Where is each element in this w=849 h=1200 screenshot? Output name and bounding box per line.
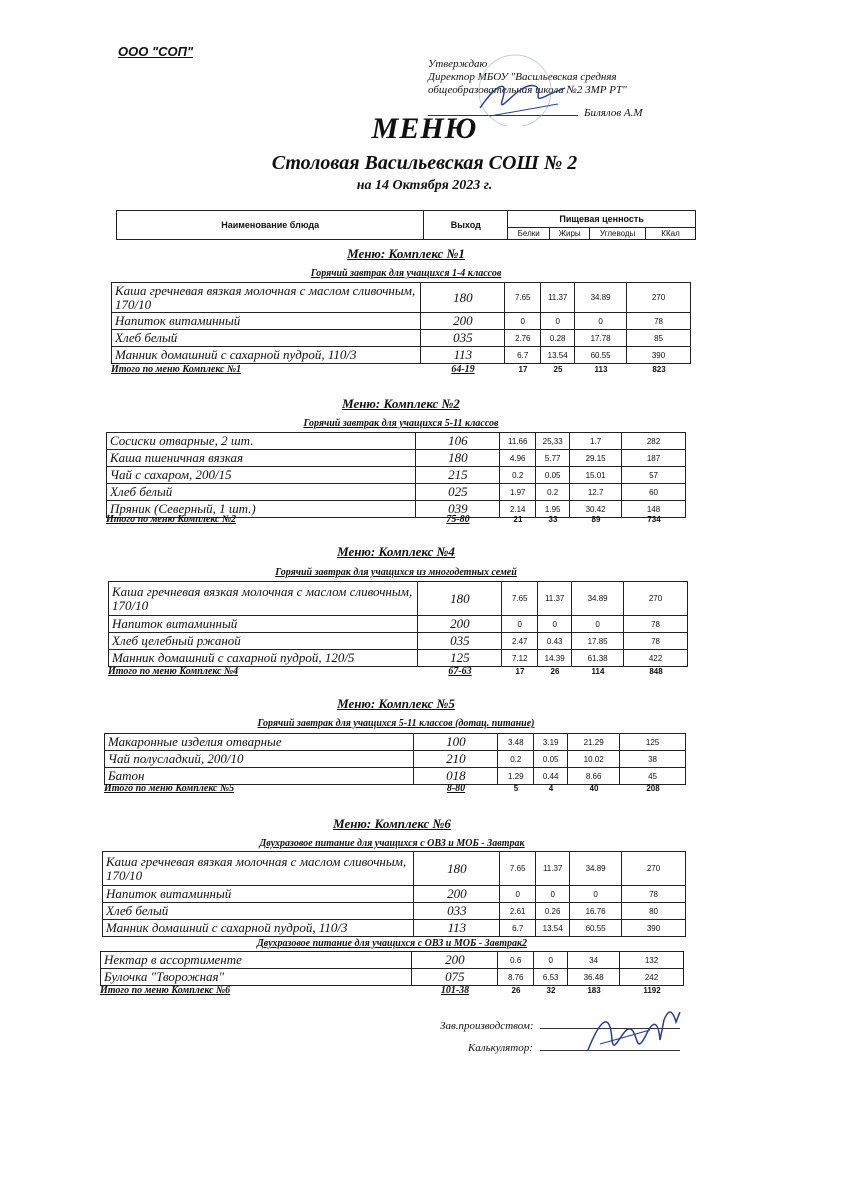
column-header-table	[116, 210, 696, 240]
dish-kcal: 45	[620, 768, 686, 785]
dish-protein: 1.29	[498, 768, 534, 785]
section-title: Меню: Комплекс №6	[333, 816, 451, 831]
approval-line-1: Утверждаю	[428, 58, 488, 70]
dish-name: Каша гречневая вязкая молочная с маслом сливочным, 170/10	[112, 283, 421, 313]
dish-fat: 1.95	[536, 501, 570, 518]
section-title: Меню: Комплекс №1	[347, 246, 465, 261]
table-row	[105, 768, 686, 785]
dish-portion: 200	[414, 886, 500, 903]
dish-portion: 100	[414, 734, 498, 751]
dish-fat: 0.28	[541, 330, 575, 347]
dish-carbs: 21.29	[568, 734, 620, 751]
total-label: Итого по меню Комплекс №1	[111, 364, 242, 375]
section-subtitle: Горячий завтрак для учащихся 5-11 классов	[303, 418, 499, 429]
dish-protein: 8.76	[498, 969, 534, 986]
dish-name: Пряник (Северный, 1 шт.)	[107, 501, 416, 518]
dish-portion: 180	[416, 450, 500, 467]
table-row	[107, 467, 686, 484]
dish-carbs: 30.42	[570, 501, 622, 518]
menu-table	[111, 282, 691, 364]
total-row	[106, 514, 686, 525]
dish-fat: 5.77	[536, 450, 570, 467]
dish-kcal: 148	[622, 501, 686, 518]
dish-name: Батон	[105, 768, 414, 785]
section-title: Меню: Комплекс №5	[337, 696, 455, 711]
dish-portion: 035	[418, 633, 502, 650]
dish-fat: 13.54	[536, 920, 570, 937]
dish-fat: 25,33	[536, 433, 570, 450]
dish-portion: 113	[414, 920, 500, 937]
total-label: Итого по меню Комплекс №5	[104, 783, 235, 794]
header-fat: Жиры	[550, 228, 590, 240]
dish-fat: 0.44	[534, 768, 568, 785]
table-row	[107, 450, 686, 467]
menu-table	[102, 851, 686, 937]
total-kcal: 1192	[643, 986, 661, 995]
section-subtitle: Горячий завтрак для учащихся 1-4 классов	[310, 268, 502, 279]
dish-portion: 180	[421, 283, 505, 313]
dish-protein: 2.76	[505, 330, 541, 347]
dish-kcal: 78	[624, 616, 688, 633]
dish-fat: 11.37	[538, 582, 572, 616]
dish-name: Чай полусладкий, 200/10	[105, 751, 414, 768]
total-portion: 101-38	[440, 985, 470, 996]
dish-kcal: 38	[620, 751, 686, 768]
dish-carbs: 0	[572, 616, 624, 633]
dish-carbs: 15.01	[570, 467, 622, 484]
dish-kcal: 57	[622, 467, 686, 484]
dish-protein: 7.12	[502, 650, 538, 667]
dish-protein: 2.61	[500, 903, 536, 920]
total-row	[100, 985, 684, 996]
header-kcal: ККал	[646, 228, 696, 240]
dish-portion: 039	[416, 501, 500, 518]
dish-name: Каша гречневая вязкая молочная с маслом сливочным, 170/10	[109, 582, 418, 616]
dish-kcal: 390	[627, 347, 691, 364]
table-row	[103, 903, 686, 920]
total-label: Итого по меню Комплекс №6	[100, 985, 231, 996]
dish-name: Манник домашний с сахарной пудрой, 110/3	[103, 920, 414, 937]
section-title: Меню: Комплекс №2	[342, 396, 460, 411]
section-subtitle: Горячий завтрак для учащихся 5-11 классов (дотац. питание)	[257, 718, 535, 729]
menu-table	[106, 432, 686, 518]
dish-carbs: 12.7	[570, 484, 622, 501]
dish-kcal: 125	[620, 734, 686, 751]
dish-protein: 0	[505, 313, 541, 330]
total-label: Итого по меню Комплекс №4	[108, 666, 239, 677]
dish-name: Сосиски отварные, 2 шт.	[107, 433, 416, 450]
dish-protein: 1.97	[500, 484, 536, 501]
dish-protein: 7.65	[500, 852, 536, 886]
section-title: Меню: Комплекс №4	[337, 544, 455, 559]
total-carbs: 89	[591, 515, 601, 524]
dish-protein: 7.65	[502, 582, 538, 616]
dish-fat: 0.05	[534, 751, 568, 768]
header-nutrition: Пищевая ценность	[508, 211, 696, 228]
dish-name: Манник домашний с сахарной пудрой, 120/5	[109, 650, 418, 667]
dish-name: Каша гречневая вязкая молочная с маслом сливочным, 170/10	[103, 852, 414, 886]
dish-fat: 0.05	[536, 467, 570, 484]
dish-protein: 6.7	[505, 347, 541, 364]
dish-portion: 200	[421, 313, 505, 330]
dish-name: Хлеб целебный ржаной	[109, 633, 418, 650]
dish-protein: 0.2	[500, 467, 536, 484]
dish-protein: 6.7	[500, 920, 536, 937]
dish-fat: 11.37	[541, 283, 575, 313]
dish-kcal: 132	[620, 952, 684, 969]
dish-name: Макаронные изделия отварные	[105, 734, 414, 751]
dish-protein: 0	[500, 886, 536, 903]
dish-name: Булочка "Творожная"	[101, 969, 412, 986]
table-row	[109, 582, 688, 616]
total-fat: 4	[548, 784, 554, 793]
total-fat: 33	[548, 515, 558, 524]
table-row	[105, 734, 686, 751]
header-protein: Белки	[508, 228, 550, 240]
dish-kcal: 78	[624, 633, 688, 650]
dish-portion: 180	[418, 582, 502, 616]
dish-kcal: 270	[622, 852, 686, 886]
table-row	[112, 283, 691, 313]
dish-fat: 0	[538, 616, 572, 633]
dish-portion: 215	[416, 467, 500, 484]
dish-kcal: 187	[622, 450, 686, 467]
dish-protein: 0.6	[498, 952, 534, 969]
dish-protein: 0	[502, 616, 538, 633]
total-protein: 5	[513, 784, 519, 793]
approval-line-2: Директор МБОУ "Васильевская средняя	[428, 71, 617, 83]
total-protein: 26	[511, 986, 521, 995]
header-carbs: Углеводы	[590, 228, 646, 240]
dish-kcal: 270	[624, 582, 688, 616]
dish-portion: 125	[418, 650, 502, 667]
dish-carbs: 0	[575, 313, 627, 330]
dish-fat: 13.54	[541, 347, 575, 364]
dish-name: Напиток витаминный	[112, 313, 421, 330]
dish-name: Манник домашний с сахарной пудрой, 110/3	[112, 347, 421, 364]
table-row	[101, 969, 684, 986]
table-row	[107, 484, 686, 501]
menu-table	[104, 733, 686, 785]
dish-kcal: 80	[622, 903, 686, 920]
dish-kcal: 270	[627, 283, 691, 313]
dish-protein: 4.96	[500, 450, 536, 467]
dish-carbs: 34	[568, 952, 620, 969]
section-subtitle: Горячий завтрак для учащихся из многодетных семей	[275, 567, 517, 578]
table-row	[101, 952, 684, 969]
table-row	[109, 616, 688, 633]
total-fat: 32	[546, 986, 556, 995]
dish-name: Чай с сахаром, 200/15	[107, 467, 416, 484]
total-row	[108, 666, 688, 677]
manager-signature	[580, 1000, 690, 1070]
section-subtitle: Двухразовое питание для учащихся с ОВЗ и МОБ - Завтрак	[259, 838, 525, 849]
table-row	[112, 347, 691, 364]
total-kcal: 734	[647, 515, 661, 524]
approval-signer: Билялов А.М	[584, 107, 643, 119]
total-carbs: 114	[591, 667, 605, 676]
dish-carbs: 34.89	[570, 852, 622, 886]
dish-carbs: 60.55	[570, 920, 622, 937]
total-portion: 75-80	[446, 514, 470, 525]
page-subtitle: Столовая Васильевская СОШ № 2	[271, 152, 578, 174]
table-row	[103, 920, 686, 937]
total-protein: 21	[513, 515, 523, 524]
dish-protein: 0.2	[498, 751, 534, 768]
dish-fat: 0	[534, 952, 568, 969]
dish-kcal: 78	[622, 886, 686, 903]
dish-portion: 033	[414, 903, 500, 920]
dish-portion: 025	[416, 484, 500, 501]
dish-kcal: 60	[622, 484, 686, 501]
dish-carbs: 8.66	[568, 768, 620, 785]
dish-name: Хлеб белый	[103, 903, 414, 920]
manager-label: Зав.производством:	[440, 1020, 534, 1032]
dish-name: Напиток витаминный	[103, 886, 414, 903]
total-protein: 17	[515, 667, 525, 676]
dish-name: Хлеб белый	[107, 484, 416, 501]
dish-fat: 14.39	[538, 650, 572, 667]
total-kcal: 208	[646, 784, 660, 793]
total-portion: 8-80	[446, 783, 466, 794]
table-row	[103, 886, 686, 903]
dish-name: Хлеб белый	[112, 330, 421, 347]
dish-protein: 2.14	[500, 501, 536, 518]
dish-carbs: 1.7	[570, 433, 622, 450]
dish-kcal: 390	[622, 920, 686, 937]
approval-line-3: общеобразовательная школа №2 ЗМР РТ"	[428, 84, 627, 96]
dish-carbs: 60.55	[575, 347, 627, 364]
total-protein: 17	[518, 365, 528, 374]
table-row	[103, 852, 686, 886]
dish-carbs: 17.78	[575, 330, 627, 347]
total-label: Итого по меню Комплекс №2	[106, 514, 237, 525]
dish-fat: 6.53	[534, 969, 568, 986]
table-row	[107, 433, 686, 450]
dish-carbs: 29.15	[570, 450, 622, 467]
dish-kcal: 422	[624, 650, 688, 667]
dish-fat: 0	[536, 886, 570, 903]
dish-name: Каша пшеничная вязкая	[107, 450, 416, 467]
total-row	[104, 783, 686, 794]
total-fat: 25	[553, 365, 563, 374]
dish-carbs: 0	[570, 886, 622, 903]
dish-portion: 180	[414, 852, 500, 886]
dish-carbs: 34.89	[575, 283, 627, 313]
total-fat: 26	[550, 667, 560, 676]
total-portion: 64-19	[451, 364, 475, 375]
dish-protein: 2.47	[502, 633, 538, 650]
total-row	[111, 364, 691, 375]
dish-kcal: 78	[627, 313, 691, 330]
total-carbs: 183	[587, 986, 601, 995]
header-dish-name: Наименование блюда	[117, 211, 424, 240]
dish-name: Напиток витаминный	[109, 616, 418, 633]
dish-protein: 11.66	[500, 433, 536, 450]
section-subtitle-2: Двухразовое питание для учащихся с ОВЗ и МОБ - Завтрак2	[256, 938, 528, 949]
dish-carbs: 61.38	[572, 650, 624, 667]
total-carbs: 113	[594, 365, 608, 374]
total-kcal: 823	[652, 365, 666, 374]
page-title: МЕНЮ	[371, 112, 478, 145]
dish-portion: 113	[421, 347, 505, 364]
dish-fat: 0.26	[536, 903, 570, 920]
menu-date: на 14 Октября 2023 г.	[356, 178, 493, 193]
calculator-label: Калькулятор:	[468, 1042, 533, 1054]
dish-portion: 200	[418, 616, 502, 633]
dish-portion: 200	[412, 952, 498, 969]
table-row	[109, 650, 688, 667]
dish-fat: 0	[541, 313, 575, 330]
total-portion: 67-63	[448, 666, 472, 677]
header-portion: Выход	[424, 211, 508, 240]
dish-carbs: 17.85	[572, 633, 624, 650]
dish-portion: 106	[416, 433, 500, 450]
organization-name: ООО "СОП"	[118, 44, 194, 59]
table-row	[105, 751, 686, 768]
dish-portion: 035	[421, 330, 505, 347]
total-kcal: 848	[649, 667, 663, 676]
dish-protein: 3.48	[498, 734, 534, 751]
table-row	[109, 633, 688, 650]
dish-fat: 3.19	[534, 734, 568, 751]
dish-protein: 7.65	[505, 283, 541, 313]
table-row	[112, 313, 691, 330]
dish-kcal: 282	[622, 433, 686, 450]
dish-kcal: 242	[620, 969, 684, 986]
table-row	[112, 330, 691, 347]
dish-fat: 0.2	[536, 484, 570, 501]
dish-portion: 018	[414, 768, 498, 785]
dish-carbs: 36.48	[568, 969, 620, 986]
dish-fat: 0.43	[538, 633, 572, 650]
dish-kcal: 85	[627, 330, 691, 347]
menu-table	[100, 951, 684, 986]
total-carbs: 40	[589, 784, 599, 793]
dish-fat: 11.37	[536, 852, 570, 886]
dish-carbs: 16.76	[570, 903, 622, 920]
dish-portion: 075	[412, 969, 498, 986]
dish-name: Нектар в ассортименте	[101, 952, 412, 969]
menu-table	[108, 581, 688, 667]
dish-portion: 210	[414, 751, 498, 768]
dish-carbs: 34.89	[572, 582, 624, 616]
dish-carbs: 10.02	[568, 751, 620, 768]
